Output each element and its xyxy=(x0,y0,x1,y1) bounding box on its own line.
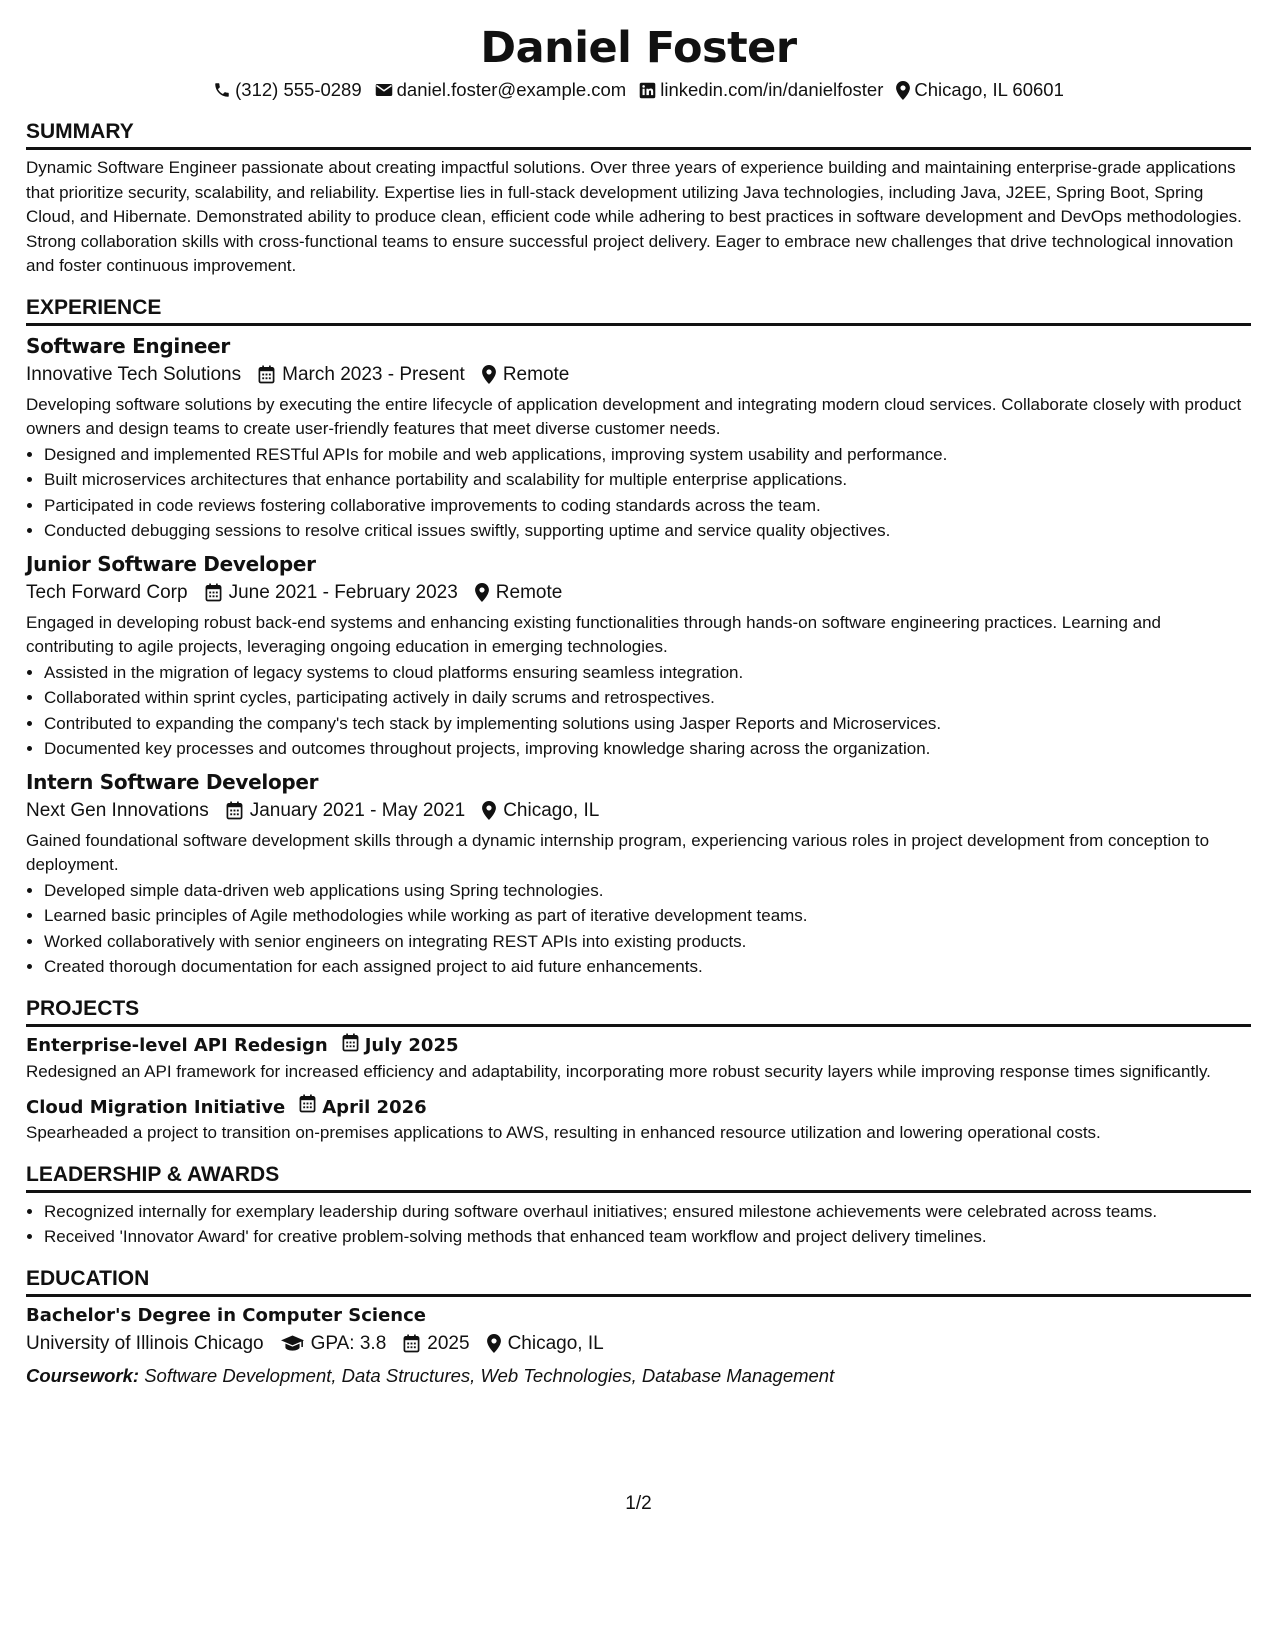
project-header xyxy=(26,1033,1251,1060)
date-text: July 2025 xyxy=(364,1035,459,1056)
section-title-leadership: LEADERSHIP & AWARDS xyxy=(26,1162,1251,1193)
gpa-text: GPA: 3.8 xyxy=(310,1332,387,1354)
list-item: • Learned basic principles of Agile methodologies while working as part of iterative development teams. xyxy=(44,903,1251,929)
job-bullets xyxy=(26,660,1251,762)
job-meta xyxy=(26,360,1251,390)
list-item: • Created thorough documentation for each assigned project to aid future enhancements. xyxy=(44,954,1251,980)
map-pin-icon xyxy=(475,583,489,602)
linkedin-link[interactable]: linkedin.com/in/danielfoster xyxy=(660,79,884,100)
list-item: • Assisted in the migration of legacy systems to cloud platforms ensuring seamless integration. xyxy=(44,660,1251,686)
company xyxy=(26,796,209,826)
school xyxy=(26,1329,264,1359)
job-title: Junior Software Developer xyxy=(26,551,316,576)
project-name: Enterprise-level API Redesign xyxy=(26,1035,328,1056)
section-title-projects: PROJECTS xyxy=(26,996,1251,1027)
contact-phone xyxy=(213,78,362,102)
company xyxy=(26,578,188,608)
job-entry xyxy=(26,332,1251,544)
contact-location xyxy=(896,78,1063,102)
list-item: • Collaborated within sprint cycles, participating actively in daily scrums and retrospectives. xyxy=(44,685,1251,711)
company-name: Innovative Tech Solutions xyxy=(26,363,242,385)
job-bullets xyxy=(26,442,1251,544)
list-item: • Contributed to expanding the company's tech stack by implementing solutions using Jasper Reports and Microservices. xyxy=(44,711,1251,737)
list-item: • Participated in code reviews fostering collaborative improvements to coding standards across the team. xyxy=(44,493,1251,519)
list-item: • Received 'Innovator Award' for creative problem-solving methods that enhanced team workflow and project delivery timelines. xyxy=(44,1224,1251,1250)
page-number: 1/2 xyxy=(625,1493,652,1514)
list-item: • Documented key processes and outcomes throughout projects, improving knowledge sharing across the organization. xyxy=(44,736,1251,762)
list-item: • Built microservices architectures that enhance portability and scalability for multiple enterprise applications. xyxy=(44,467,1251,493)
project-date xyxy=(342,1033,459,1060)
project-description: Spearheaded a project to transition on-premises applications to AWS, resulting in enhanced resource utilization and lowering operational costs. xyxy=(26,1123,1101,1142)
list-item: • Worked collaboratively with senior engineers on integrating REST APIs into existing products. xyxy=(44,929,1251,955)
job-location xyxy=(482,796,599,826)
job-dates xyxy=(205,578,458,608)
school-name: University of Illinois Chicago xyxy=(26,1332,264,1354)
job-description: Engaged in developing robust back-end systems and enhancing existing functionalities through hands-on software engineering practices. Learning and contributing to agile projects, leveraging ongoing education in emerging technologies. xyxy=(26,612,1162,656)
leadership-bullets xyxy=(26,1199,1251,1250)
company-name: Next Gen Innovations xyxy=(26,799,209,821)
coursework-list: Software Development, Data Structures, Web Technologies, Database Management xyxy=(144,1364,835,1386)
job-entry xyxy=(26,550,1251,762)
phone-text: (312) 555-0289 xyxy=(235,79,362,100)
calendar-icon xyxy=(258,365,275,384)
map-pin-icon xyxy=(487,1334,501,1353)
coursework-label: Coursework: xyxy=(26,1364,140,1386)
dates-text: January 2021 - May 2021 xyxy=(249,799,466,821)
job-location xyxy=(475,578,563,608)
job-description: Developing software solutions by executing the entire lifecycle of application development and integrating modern cloud services. Collaborate closely with product owners and design teams to create user-friendly features that meet diverse customer needs. xyxy=(26,394,1242,438)
job-meta xyxy=(26,578,1251,608)
map-pin-icon xyxy=(482,365,496,384)
job-dates xyxy=(226,796,465,826)
job-description: Gained foundational software development skills through a dynamic internship program, experiencing various roles in project development from conception to deployment. xyxy=(26,830,1210,874)
job-dates xyxy=(258,360,465,390)
job-title: Intern Software Developer xyxy=(26,769,319,794)
coursework xyxy=(26,1362,1251,1390)
calendar-icon xyxy=(299,1094,316,1121)
project-entry xyxy=(26,1033,1251,1085)
location-text: Chicago, IL xyxy=(503,799,600,821)
project-description: Redesigned an API framework for increased efficiency and adaptability, incorporating more robust security layers while improving response times significantly. xyxy=(26,1061,1211,1081)
candidate-name: Daniel Foster xyxy=(480,23,797,73)
calendar-icon xyxy=(205,583,222,602)
job-bullets xyxy=(26,878,1251,980)
calendar-icon xyxy=(342,1033,359,1060)
project-header xyxy=(26,1094,1251,1121)
degree-title: Bachelor's Degree in Computer Science xyxy=(26,1304,426,1326)
company-name: Tech Forward Corp xyxy=(26,581,188,603)
job-meta xyxy=(26,796,1251,826)
job-location xyxy=(482,360,570,390)
project-entry xyxy=(26,1094,1251,1146)
list-item: • Conducted debugging sessions to resolve critical issues swiftly, supporting uptime and service quality objectives. xyxy=(44,518,1251,544)
map-pin-icon xyxy=(482,801,496,820)
dates-text: June 2021 - February 2023 xyxy=(228,581,458,603)
list-item: • Designed and implemented RESTful APIs for mobile and web applications, improving system usability and performance. xyxy=(44,442,1251,468)
list-item: • Developed simple data-driven web applications using Spring technologies. xyxy=(44,878,1251,904)
envelope-icon xyxy=(375,82,393,98)
graduation-cap-icon xyxy=(281,1335,304,1352)
contact-bar xyxy=(26,78,1251,102)
email-link[interactable]: daniel.foster@example.com xyxy=(396,79,627,100)
job-title: Software Engineer xyxy=(26,333,230,358)
calendar-icon xyxy=(403,1334,420,1353)
linkedin-icon xyxy=(639,82,656,99)
year-text: 2025 xyxy=(427,1332,470,1354)
gpa xyxy=(281,1329,387,1359)
education-location xyxy=(487,1329,604,1359)
section-title-summary: SUMMARY xyxy=(26,119,1251,150)
summary-text: Dynamic Software Engineer passionate about creating impactful solutions. Over three years of experience building and maintaining enterprise-grade applications that prioritize security, scalability, and reliability. Expertise lies in full-stack development utilizing Java technologies, including Java, J2EE, Spring Boot, Spring Cloud, and Hibernate. Demonstrated ability to produce clean, efficient code while adhering to best practices in software development and DevOps methodologies. Strong collaboration skills with cross-functional teams to ensure successful project delivery. Eager to embrace new challenges that drive technological innovation and foster continuous improvement. xyxy=(26,158,1242,275)
education-meta xyxy=(26,1329,1251,1359)
location-text: Chicago, IL xyxy=(507,1332,604,1354)
location-text: Chicago, IL 60601 xyxy=(914,79,1064,100)
resume-page xyxy=(26,0,1251,1650)
company xyxy=(26,360,241,390)
map-pin-icon xyxy=(896,81,910,100)
phone-icon xyxy=(213,81,231,99)
date-text: April 2026 xyxy=(322,1096,427,1118)
project-date xyxy=(299,1094,426,1121)
contact-linkedin[interactable] xyxy=(639,78,883,102)
job-entry xyxy=(26,768,1251,980)
location-text: Remote xyxy=(502,363,570,385)
location-text: Remote xyxy=(495,581,563,603)
section-title-experience: EXPERIENCE xyxy=(26,295,1251,326)
contact-email[interactable] xyxy=(375,78,627,102)
dates-text: March 2023 - Present xyxy=(282,363,465,385)
graduation-year xyxy=(403,1329,469,1359)
project-name: Cloud Migration Initiative xyxy=(26,1096,286,1118)
calendar-icon xyxy=(226,801,243,820)
list-item: • Recognized internally for exemplary leadership during software overhaul initiatives; ensured milestone achievements were celebrated across teams. xyxy=(44,1199,1251,1225)
section-title-education: EDUCATION xyxy=(26,1266,1251,1297)
